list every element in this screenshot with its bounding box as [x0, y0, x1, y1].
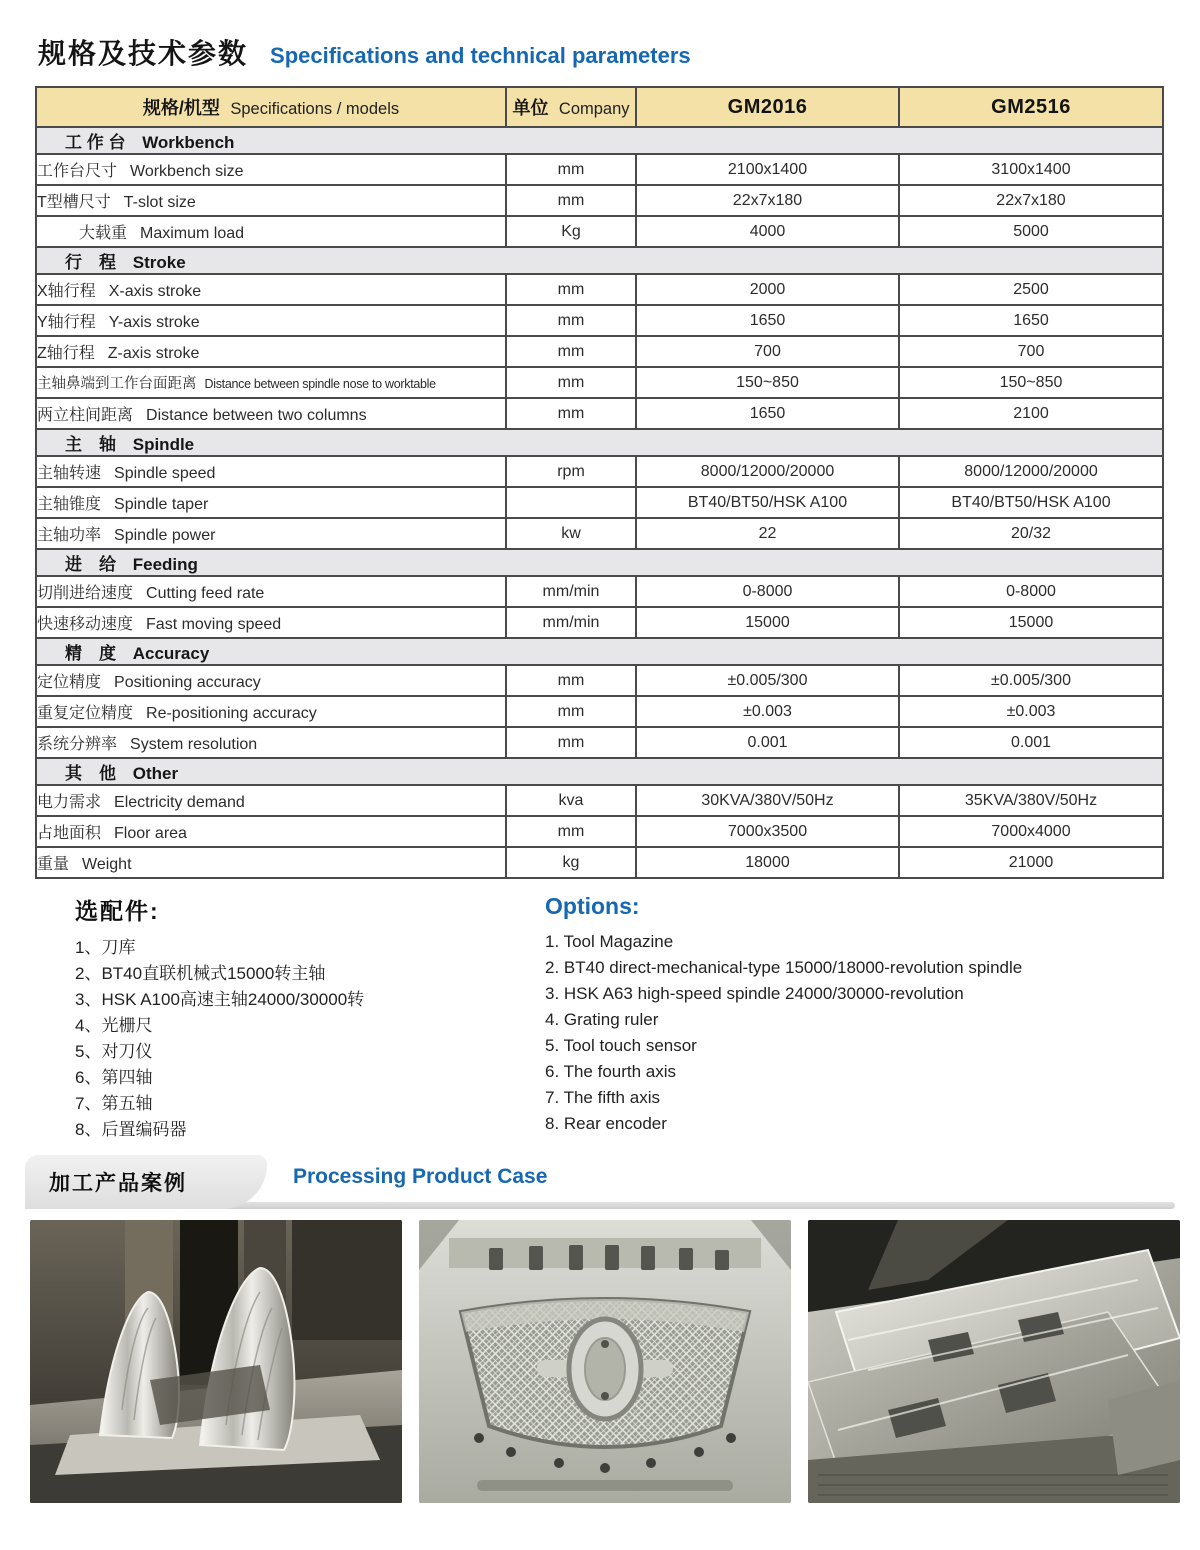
section-title-cell — [36, 638, 1163, 665]
label-en: Distance between spindle nose to worktable — [204, 377, 436, 391]
label-en: Spindle power — [114, 527, 216, 544]
table-row — [36, 398, 1163, 429]
gm2516-value-cell: 150~850 — [899, 367, 1163, 398]
label-zh: 主轴鼻端到工作台面距离 — [37, 376, 197, 392]
table-row — [36, 487, 1163, 518]
options-zh-list — [75, 935, 505, 1143]
list-item: 5. Tool touch sensor — [545, 1036, 697, 1055]
spec-label-cell — [36, 305, 506, 336]
gm2016-value-cell: 2100x1400 — [636, 154, 899, 185]
gm2016-value-cell: 1650 — [636, 305, 899, 336]
list-item: 1. Tool Magazine — [545, 932, 674, 951]
gm2016-value-cell: 8000/12000/20000 — [636, 456, 899, 487]
unit-cell: mm — [506, 367, 636, 398]
case-section-header — [25, 1155, 1175, 1209]
label-zh: 主轴转速 — [37, 465, 102, 482]
header-unit-en: Company — [558, 100, 630, 118]
gm2516-value-cell: 700 — [899, 336, 1163, 367]
label-en: Maximum load — [140, 225, 245, 242]
unit-cell: mm/min — [506, 607, 636, 638]
label-zh: 定位精度 — [37, 674, 102, 691]
gm2016-value-cell: 700 — [636, 336, 899, 367]
spec-table — [35, 86, 1164, 879]
label-en: Spindle taper — [114, 496, 209, 513]
label-zh: 重量 — [37, 856, 70, 873]
gm2016-value-cell: 0-8000 — [636, 576, 899, 607]
spec-label-cell — [36, 154, 506, 185]
page-title — [38, 32, 1200, 72]
gm2016-value-cell: ±0.005/300 — [636, 665, 899, 696]
header-model1-cell — [636, 87, 899, 127]
spec-label-cell — [36, 336, 506, 367]
label-en: Electricity demand — [114, 794, 245, 811]
label-zh: 两立柱间距离 — [37, 407, 134, 424]
gm2516-value-cell: 5000 — [899, 216, 1163, 247]
section-title-cell — [36, 549, 1163, 576]
label-zh: 工作台尺寸 — [37, 163, 118, 180]
list-item: 6、第四轴 — [75, 1068, 153, 1087]
header-model2-cell — [899, 87, 1163, 127]
spec-label-cell — [36, 847, 506, 878]
list-item: 3、HSK A100高速主轴24000/30000转 — [75, 990, 365, 1009]
gm2516-value-cell: 8000/12000/20000 — [899, 456, 1163, 487]
section-title-en: Accuracy — [132, 644, 210, 663]
label-en: Cutting feed rate — [146, 585, 265, 602]
spec-label-cell — [36, 518, 506, 549]
gm2016-value-cell: 150~850 — [636, 367, 899, 398]
section-row-spindle — [36, 429, 1163, 456]
label-zh: 电力需求 — [37, 794, 102, 811]
table-row — [36, 367, 1163, 398]
gm2516-value-cell: BT40/BT50/HSK A100 — [899, 487, 1163, 518]
header-specs-zh: 规格/机型 — [142, 98, 220, 118]
options-section — [75, 893, 1200, 1141]
section-title-cell — [36, 127, 1163, 154]
gm2516-value-cell: 0-8000 — [899, 576, 1163, 607]
gm2016-value-cell: 22 — [636, 518, 899, 549]
section-title-zh: 工 作 台 — [65, 133, 126, 152]
table-row — [36, 785, 1163, 816]
case-title-en: Processing Product Case — [293, 1165, 548, 1188]
label-zh: 快速移动速度 — [37, 616, 134, 633]
label-zh: 主轴功率 — [37, 527, 102, 544]
table-row — [36, 216, 1163, 247]
product-photo-mold-halves — [30, 1220, 402, 1503]
unit-cell: mm — [506, 696, 636, 727]
table-row — [36, 607, 1163, 638]
case-title-zh: 加工产品案例 — [49, 1172, 187, 1195]
spec-label-cell — [36, 576, 506, 607]
label-zh: 主轴锥度 — [37, 496, 102, 513]
list-item: 6. The fourth axis — [545, 1062, 677, 1081]
spec-label-cell — [36, 607, 506, 638]
table-row — [36, 305, 1163, 336]
section-row-other — [36, 758, 1163, 785]
gm2516-value-cell: 22x7x180 — [899, 185, 1163, 216]
gm2016-value-cell: 1650 — [636, 398, 899, 429]
label-zh: 大载重 — [79, 225, 128, 242]
table-header-row — [36, 87, 1163, 127]
gm2016-value-cell: 18000 — [636, 847, 899, 878]
list-item: 4. Grating ruler — [545, 1010, 659, 1029]
unit-cell: rpm — [506, 456, 636, 487]
section-title-zh: 其 他 — [65, 764, 116, 783]
gm2516-value-cell: 15000 — [899, 607, 1163, 638]
label-zh: 占地面积 — [37, 825, 102, 842]
gm2516-value-cell: ±0.003 — [899, 696, 1163, 727]
table-row — [36, 816, 1163, 847]
list-item: 3. HSK A63 high-speed spindle 24000/30000-revolution — [545, 984, 964, 1003]
section-title-en: Feeding — [132, 555, 198, 574]
label-zh: 切削进给速度 — [37, 585, 134, 602]
table-row — [36, 185, 1163, 216]
unit-cell: mm — [506, 665, 636, 696]
table-row — [36, 274, 1163, 305]
label-en: Z-axis stroke — [107, 345, 200, 362]
section-row-feeding — [36, 549, 1163, 576]
section-title-en: Spindle — [132, 435, 195, 454]
table-row — [36, 847, 1163, 878]
section-row-stroke — [36, 247, 1163, 274]
unit-cell: mm — [506, 305, 636, 336]
label-en: X-axis stroke — [108, 283, 202, 300]
gm2516-value-cell: 0.001 — [899, 727, 1163, 758]
label-en: T-slot size — [123, 194, 196, 211]
page-title-zh: 规格及技术参数 — [38, 38, 249, 69]
header-unit-zh: 单位 — [512, 98, 549, 118]
list-item: 2、BT40直联机械式15000转主轴 — [75, 964, 326, 983]
unit-cell — [506, 487, 636, 518]
table-row — [36, 456, 1163, 487]
gm2516-value-cell: 3100x1400 — [899, 154, 1163, 185]
gm2016-value-cell: 4000 — [636, 216, 899, 247]
section-title-en: Other — [132, 764, 179, 783]
table-row — [36, 336, 1163, 367]
list-item: 1、刀库 — [75, 938, 136, 957]
spec-label-cell — [36, 398, 506, 429]
section-title-cell — [36, 429, 1163, 456]
case-tab — [25, 1155, 267, 1209]
table-row — [36, 154, 1163, 185]
list-item: 7、第五轴 — [75, 1094, 153, 1113]
product-photos-row — [30, 1220, 1200, 1503]
label-zh: Z轴行程 — [37, 345, 95, 362]
spec-label-cell — [36, 696, 506, 727]
options-title-en: Options: — [545, 893, 640, 919]
unit-cell: mm — [506, 727, 636, 758]
section-title-zh: 进 给 — [65, 555, 116, 574]
gm2016-value-cell: 0.001 — [636, 727, 899, 758]
unit-cell: Kg — [506, 216, 636, 247]
gm2016-value-cell: 22x7x180 — [636, 185, 899, 216]
section-title-zh: 精 度 — [65, 644, 116, 663]
gm2016-value-cell: ±0.003 — [636, 696, 899, 727]
table-row — [36, 727, 1163, 758]
unit-cell: mm/min — [506, 576, 636, 607]
list-item: 8、后置编码器 — [75, 1120, 187, 1139]
options-en-list — [545, 929, 1185, 1137]
gm2516-value-cell: 20/32 — [899, 518, 1163, 549]
spec-label-cell — [36, 785, 506, 816]
unit-cell: kva — [506, 785, 636, 816]
unit-cell: mm — [506, 816, 636, 847]
header-specs-en: Specifications / models — [230, 100, 400, 118]
options-zh-column — [75, 893, 505, 1143]
list-item: 2. BT40 direct-mechanical-type 15000/18000-revolution spindle — [545, 958, 1023, 977]
spec-label-cell — [36, 456, 506, 487]
list-item: 8. Rear encoder — [545, 1114, 667, 1133]
gm2516-value-cell: 35KVA/380V/50Hz — [899, 785, 1163, 816]
gm2016-value-cell: BT40/BT50/HSK A100 — [636, 487, 899, 518]
gm2516-value-cell: 2500 — [899, 274, 1163, 305]
gm2016-value-cell: 2000 — [636, 274, 899, 305]
spec-label-cell — [36, 185, 506, 216]
label-zh: Y轴行程 — [37, 314, 96, 331]
label-en: Distance between two columns — [146, 407, 367, 424]
product-photo-mold-block — [808, 1220, 1180, 1503]
gm2516-value-cell: 1650 — [899, 305, 1163, 336]
section-title-en: Workbench — [142, 133, 235, 152]
unit-cell: kw — [506, 518, 636, 549]
options-en-column — [545, 893, 1185, 1137]
section-title-zh: 主 轴 — [65, 435, 116, 454]
label-en: Fast moving speed — [146, 616, 282, 633]
section-title-zh: 行 程 — [65, 253, 116, 272]
unit-cell: mm — [506, 398, 636, 429]
page-title-en: Specifications and technical parameters — [270, 43, 691, 68]
header-model1: GM2016 — [727, 95, 808, 118]
list-item: 7. The fifth axis — [545, 1088, 660, 1107]
spec-label-cell — [36, 216, 506, 247]
section-title-cell — [36, 758, 1163, 785]
label-en: Re-positioning accuracy — [146, 705, 317, 722]
spec-label-cell — [36, 727, 506, 758]
label-en: Spindle speed — [114, 465, 216, 482]
section-title-en: Stroke — [132, 253, 186, 272]
label-en: Floor area — [114, 825, 187, 842]
unit-cell: kg — [506, 847, 636, 878]
spec-label-cell — [36, 367, 506, 398]
label-zh: 重复定位精度 — [37, 705, 134, 722]
spec-label-cell — [36, 487, 506, 518]
label-en: Workbench size — [130, 163, 244, 180]
label-zh: 系统分辨率 — [37, 736, 118, 753]
gm2516-value-cell: 2100 — [899, 398, 1163, 429]
options-title-zh: 选配件: — [75, 898, 160, 924]
label-en: Y-axis stroke — [108, 314, 200, 331]
table-row — [36, 696, 1163, 727]
table-row — [36, 518, 1163, 549]
spec-label-cell — [36, 274, 506, 305]
list-item: 5、对刀仪 — [75, 1042, 153, 1061]
label-en: Weight — [82, 856, 132, 873]
spec-label-cell — [36, 816, 506, 847]
label-zh: T型槽尺寸 — [37, 194, 111, 211]
label-en: Positioning accuracy — [114, 674, 261, 691]
spec-label-cell — [36, 665, 506, 696]
table-row — [36, 665, 1163, 696]
gm2516-value-cell: 21000 — [899, 847, 1163, 878]
gm2016-value-cell: 15000 — [636, 607, 899, 638]
section-title-cell — [36, 247, 1163, 274]
header-specs-cell — [36, 87, 506, 127]
unit-cell: mm — [506, 336, 636, 367]
label-en: System resolution — [130, 736, 258, 753]
gm2516-value-cell: ±0.005/300 — [899, 665, 1163, 696]
list-item: 4、光栅尺 — [75, 1016, 153, 1035]
unit-cell: mm — [506, 185, 636, 216]
gm2016-value-cell: 7000x3500 — [636, 816, 899, 847]
gm2016-value-cell: 30KVA/380V/50Hz — [636, 785, 899, 816]
gm2516-value-cell: 7000x4000 — [899, 816, 1163, 847]
header-model2: GM2516 — [991, 95, 1071, 118]
section-row-workbench — [36, 127, 1163, 154]
label-zh: X轴行程 — [37, 283, 96, 300]
header-unit-cell — [506, 87, 636, 127]
unit-cell: mm — [506, 154, 636, 185]
unit-cell: mm — [506, 274, 636, 305]
table-row — [36, 576, 1163, 607]
product-photo-car-grille-mold — [419, 1220, 791, 1503]
section-row-accuracy — [36, 638, 1163, 665]
